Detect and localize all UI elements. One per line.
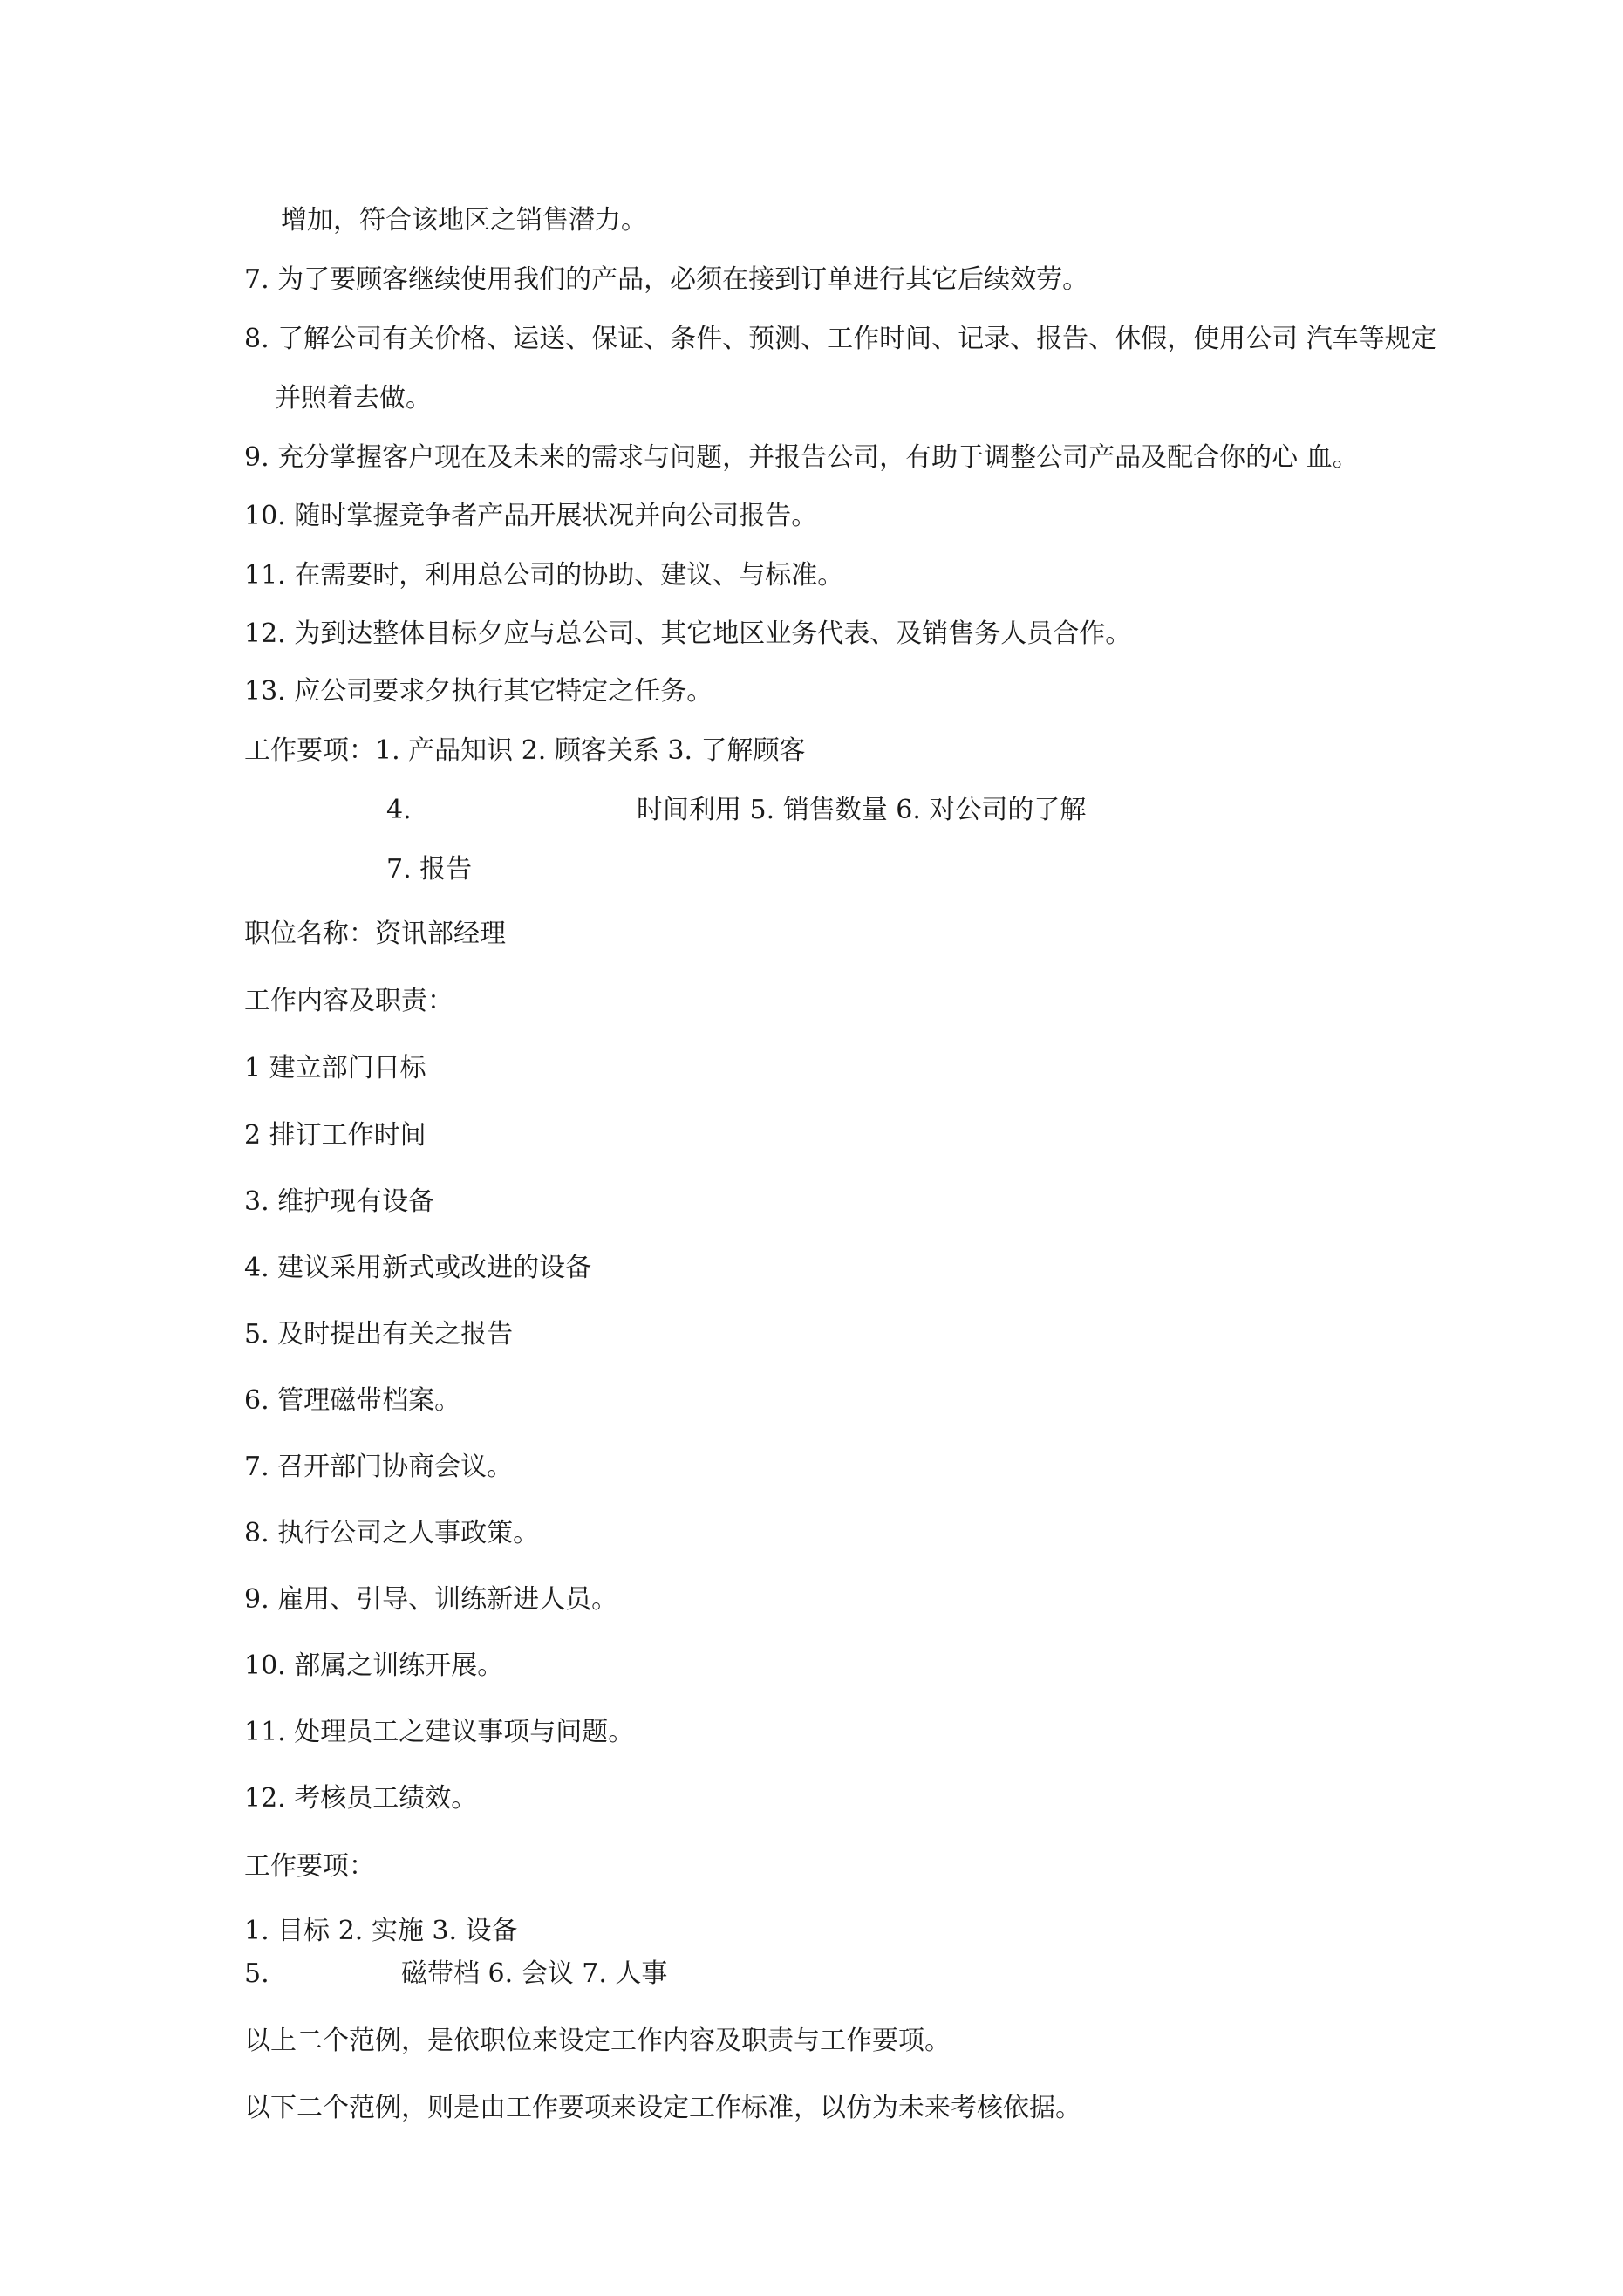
list-item-10: 10. 随时掌握竞争者产品开展状况并向公司报告。 <box>244 501 818 531</box>
key-items-heading: 工作要项： <box>244 1851 375 1882</box>
list-item-8: 8. 了解公司有关价格、运送、保证、条件、预测、工作时间、记录、报告、休假，使用公司 汽车等规定 <box>244 324 1437 354</box>
list-item-9: 9. 充分掌握客户现在及未来的需求与问题，并报告公司，有助于调整公司产品及配合你的心 血。 <box>244 442 1359 473</box>
key-items-line-3: 7. 报告 <box>386 854 473 885</box>
position-title: 职位名称：资讯部经理 <box>244 919 506 949</box>
duty-item: 3. 维护现有设备 <box>244 1186 435 1217</box>
duty-item: 7. 召开部门协商会议。 <box>244 1452 514 1482</box>
list-item-11: 11. 在需要时，利用总公司的协助、建议、与标准。 <box>244 560 844 591</box>
list-item-12: 12. 为到达整体目标夕应与总公司、其它地区业务代表、及销售务人员合作。 <box>244 618 1132 649</box>
duty-item: 8. 执行公司之人事政策。 <box>244 1518 540 1548</box>
closing-line-2: 以下二个范例，则是由工作要项来设定工作标准，以仿为未来考核依据。 <box>244 2093 1081 2123</box>
closing-line-1: 以上二个范例，是依职位来设定工作内容及职责与工作要项。 <box>244 2026 951 2056</box>
duty-item: 12. 考核员工绩效。 <box>244 1783 478 1814</box>
duty-item: 1 建立部门目标 <box>244 1053 426 1083</box>
duty-item: 6. 管理磁带档案。 <box>244 1385 461 1416</box>
duty-item: 11. 处理员工之建议事项与问题。 <box>244 1717 635 1747</box>
duty-item: 4. 建议采用新式或改进的设备 <box>244 1253 592 1283</box>
key-items-line-2: 时间利用 5. 销售数量 6. 对公司的了解 <box>637 795 1087 825</box>
duty-item: 5. 及时提出有关之报告 <box>244 1319 514 1350</box>
continuation-line: 增加，符合该地区之销售潜力。 <box>281 205 647 236</box>
key-items-line-1: 1. 目标 2. 实施 3. 设备 <box>244 1916 518 1946</box>
key-items-number-5: 5. <box>244 1958 269 1989</box>
list-item-7: 7. 为了要顾客继续使用我们的产品，必须在接到订单进行其它后续效劳。 <box>244 264 1089 295</box>
duty-item: 9. 雇用、引导、训练新进人员。 <box>244 1584 618 1615</box>
key-items-line-1: 工作要项：1. 产品知识 2. 顾客关系 3. 了解顾客 <box>244 735 806 766</box>
duty-item: 2 排订工作时间 <box>244 1120 426 1151</box>
duties-heading: 工作内容及职责： <box>244 986 453 1016</box>
key-items-line-2: 磁带档 6. 会议 7. 人事 <box>401 1958 668 1989</box>
list-item-13: 13. 应公司要求夕执行其它特定之任务。 <box>244 676 713 707</box>
duty-item: 10. 部属之训练开展。 <box>244 1650 504 1681</box>
key-items-number-4: 4. <box>386 795 412 825</box>
list-item-8-continued: 并照着去做。 <box>275 383 432 413</box>
